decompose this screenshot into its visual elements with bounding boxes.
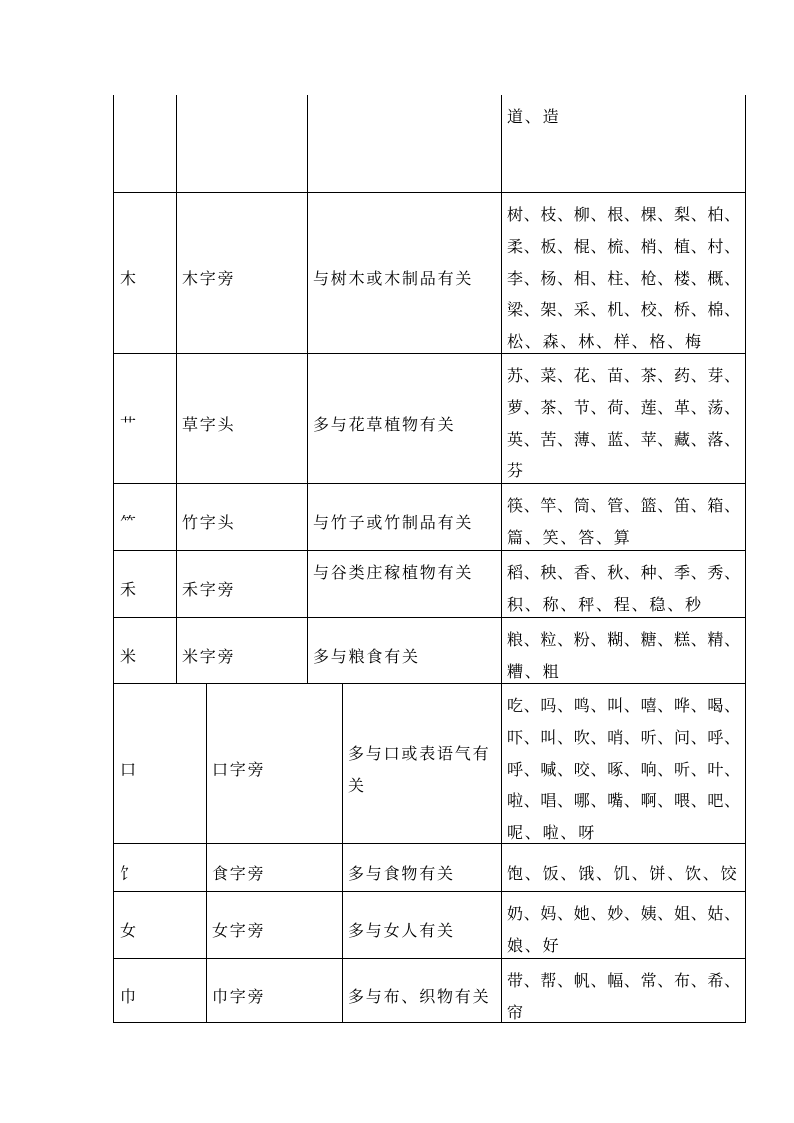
example-line: 啦、唱、哪、嘴、啊、喂、吧、 [507,791,741,811]
radical-name-cell [207,844,343,892]
radical-glyph: ⺮ [120,513,138,532]
meaning-cell [308,618,502,684]
radical-name: 女字旁 [212,921,266,940]
example-line: 呢、啦、呀 [507,823,597,843]
radical-name: 巾字旁 [212,986,266,1006]
examples-cell [502,95,746,193]
table-row [0,484,794,551]
example-line: 粮、粒、粉、糊、糖、糕、精、 [507,630,741,649]
radical-cell [113,959,207,1023]
example-line: 苏、菜、花、苗、茶、药、芽、 [507,366,741,385]
radical-name: 草字头 [182,414,236,434]
example-line: 道、造 [507,107,561,126]
examples-cell [502,354,746,484]
radical-glyph: 口 [120,759,138,779]
radical-name: 木字旁 [182,269,236,288]
table-row [0,618,794,684]
example-line: 带、帮、帆、幅、常、布、希、 [507,971,741,990]
examples-cell [502,959,746,1023]
radical-name-cell [177,551,308,618]
examples-cell [502,892,746,959]
radical-meaning: 多与口或表语气有关 [348,743,491,795]
radical-glyph: 饣 [120,863,138,883]
example-line: 娘、好 [507,935,561,955]
radical-name-cell [177,618,308,684]
radical-glyph: 木 [120,269,138,288]
example-line: 树、枝、柳、根、棵、梨、柏、 [507,205,741,224]
meaning-cell [343,684,502,844]
table-row [0,844,794,892]
table-row [0,193,794,354]
example-line: 吃、吗、鸣、叫、嘻、哗、喝、 [507,696,741,715]
example-line: 篇、笑、答、算 [507,527,632,547]
radical-glyph: 巾 [120,986,138,1006]
example-line: 饱、饭、饿、饥、饼、饮、饺 [507,863,739,883]
examples-cell [502,551,746,618]
radical-name: 禾字旁 [182,580,236,599]
radical-name-cell [177,484,308,551]
radical-name: 竹字头 [182,513,236,532]
radical-meaning: 与谷类庄稼植物有关 [313,563,474,582]
radical-meaning: 多与食物有关 [348,863,455,883]
example-line: 柔、板、棍、梳、梢、植、村、 [507,236,741,256]
radical-glyph: 禾 [120,580,138,599]
radical-meaning: 多与女人有关 [348,921,455,940]
radical-meaning: 多与花草植物有关 [313,414,456,434]
meaning-cell [308,193,502,354]
radical-name-cell [207,684,343,844]
radical-cell [113,193,177,354]
example-line: 英、苦、薄、蓝、苹、藏、落、 [507,429,741,449]
example-line: 吓、叫、吹、哨、听、问、呼、 [507,727,741,747]
meaning-cell [308,95,502,193]
example-line: 梁、架、采、机、校、桥、棉、 [507,300,741,320]
radical-name-cell [177,95,308,193]
table-row [0,95,794,193]
table-row [0,684,794,844]
radical-glyph: 艹 [120,414,138,434]
example-line: 稻、秧、香、秋、种、季、秀、 [507,563,741,582]
example-line: 帘 [507,1002,525,1022]
example-line: 李、杨、相、柱、枪、楼、概、 [507,268,741,288]
radical-glyph: 女 [120,921,138,940]
radical-name-cell [177,193,308,354]
example-line: 积、称、秤、程、稳、秒 [507,594,703,614]
radical-name: 口字旁 [212,759,266,779]
radical-cell [113,551,177,618]
meaning-cell [343,959,502,1023]
radical-name: 食字旁 [212,863,266,883]
examples-cell [502,684,746,844]
examples-cell [502,484,746,551]
examples-cell [502,844,746,892]
table-row [0,354,794,484]
radical-meaning: 与树木或木制品有关 [313,269,474,288]
meaning-cell [343,844,502,892]
examples-cell [502,193,746,354]
example-line: 糟、粗 [507,661,561,681]
example-line: 松、森、林、样、格、梅 [507,332,703,352]
radical-cell [113,354,177,484]
radical-cell [113,484,177,551]
meaning-cell [308,354,502,484]
example-line: 萝、茶、节、荷、莲、革、荡、 [507,397,741,417]
example-line: 筷、竿、筒、管、篮、笛、箱、 [507,496,741,515]
table-row [0,959,794,1023]
table-row [0,551,794,618]
radical-cell [113,684,207,844]
radical-meaning: 多与布、织物有关 [348,986,491,1006]
example-line: 呼、喊、咬、啄、响、听、叶、 [507,759,741,779]
radical-cell [113,95,177,193]
radical-cell [113,618,177,684]
radical-glyph: 米 [120,646,138,666]
radical-cell [113,892,207,959]
example-line: 奶、妈、她、妙、姨、姐、姑、 [507,904,741,923]
meaning-cell [308,484,502,551]
radical-name-cell [177,354,308,484]
radical-meaning: 与竹子或竹制品有关 [313,513,474,532]
meaning-cell [343,892,502,959]
examples-cell [502,618,746,684]
radical-name: 米字旁 [182,646,236,666]
radical-cell [113,844,207,892]
table-row [0,892,794,959]
radical-name-cell [207,892,343,959]
radical-name-cell [207,959,343,1023]
meaning-cell [308,551,502,618]
example-line: 芬 [507,461,525,481]
radical-meaning: 多与粮食有关 [313,646,420,666]
